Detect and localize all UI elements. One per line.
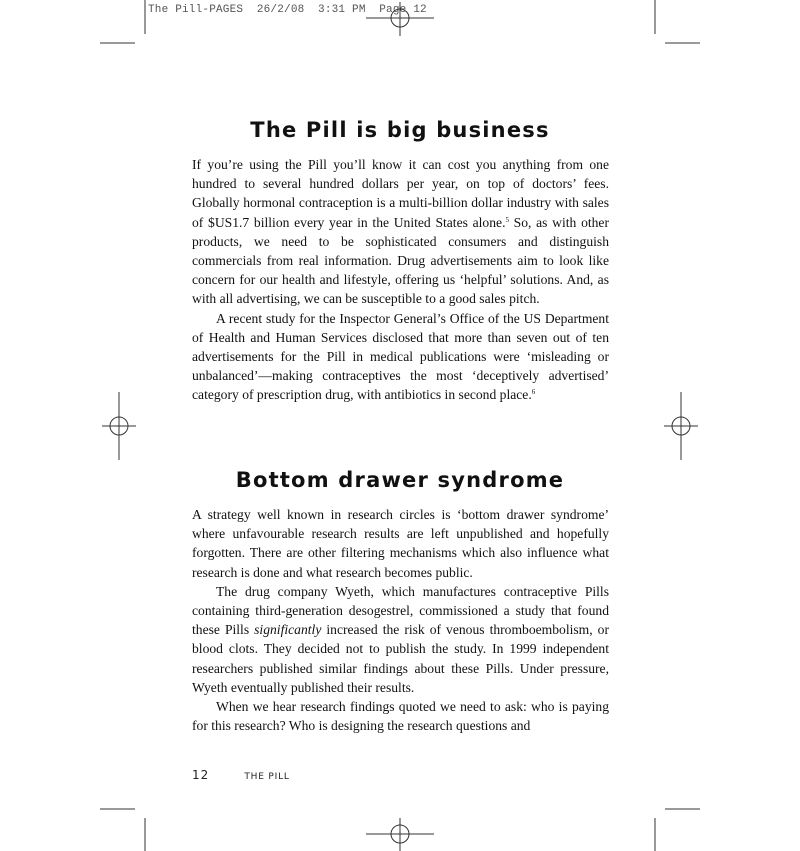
body-paragraph bbox=[192, 155, 609, 309]
paragraph-text: When we hear research findings quoted we need to ask: who is paying for this research? Who is designing the research questions and bbox=[192, 699, 609, 734]
page-footer bbox=[192, 764, 290, 783]
emphasized-word: significantly bbox=[254, 622, 322, 638]
registration-mark-bottom bbox=[366, 818, 434, 851]
section-body bbox=[192, 155, 609, 405]
body-paragraph bbox=[192, 697, 609, 735]
registration-mark-top bbox=[366, 2, 434, 36]
body-paragraph bbox=[192, 309, 609, 405]
page-number: 12 bbox=[192, 768, 210, 782]
running-title: THE PILL bbox=[244, 772, 290, 782]
paragraph-text: So, as with other products, we need to be sophisticated consumers and distinguish commercials from real information. Drug advertisements aim to look like concern for our health and lifestyle, offering us ‘helpful’ solutions. And, as with all advertising, we can be susceptible to a good sales pitch. bbox=[192, 214, 609, 307]
paragraph-text: A strategy well known in research circles is ‘bottom drawer syndrome’ where unfavourable research results are left unpublished and hopefully forgotten. There are other filtering mechanisms which also influence what research is done and what research becomes public. bbox=[192, 507, 609, 580]
registration-mark-left bbox=[102, 392, 136, 460]
section-body bbox=[192, 505, 609, 735]
registration-mark-right bbox=[664, 392, 698, 460]
body-paragraph bbox=[192, 582, 609, 697]
print-slug-line: The Pill-PAGES 26/2/08 3:31 PM Page 12 bbox=[148, 4, 427, 16]
paragraph-text: The drug company Wyeth, which manufactures contraceptive Pills containing third-generation desogestrel, commissioned a study that found these Pills bbox=[192, 583, 609, 638]
section-heading: The Pill is big business bbox=[250, 118, 550, 142]
paragraph-text: A recent study for the Inspector General’s Office of the US Department of Health and Human Services disclosed that more than seven out of ten advertisements for the Pill in medical publications were ‘misleading or unbalanced’—making contraceptives the most ‘deceptively advertised’ category of prescription drug, with antibiotics in second place. bbox=[192, 310, 609, 403]
section-heading: Bottom drawer syndrome bbox=[235, 468, 565, 492]
paragraph-text: If you’re using the Pill you’ll know it can cost you anything from one hundred to several hundred dollars per year, on top of doctors’ fees. Globally hormonal contraception is a multi-billion dollar industry with sales of $US1.7 billion every year in the United States alone. bbox=[192, 157, 609, 230]
body-paragraph bbox=[192, 505, 609, 582]
footnote-marker: 6 bbox=[531, 388, 536, 397]
paragraph-text: increased the risk of venous thromboembolism, or blood clots. They decided not to publish the study. In 1999 independent researchers published similar findings about these Pills. Under pressure, Wyeth eventually published their results. bbox=[192, 622, 609, 695]
footnote-marker: 5 bbox=[505, 215, 509, 224]
